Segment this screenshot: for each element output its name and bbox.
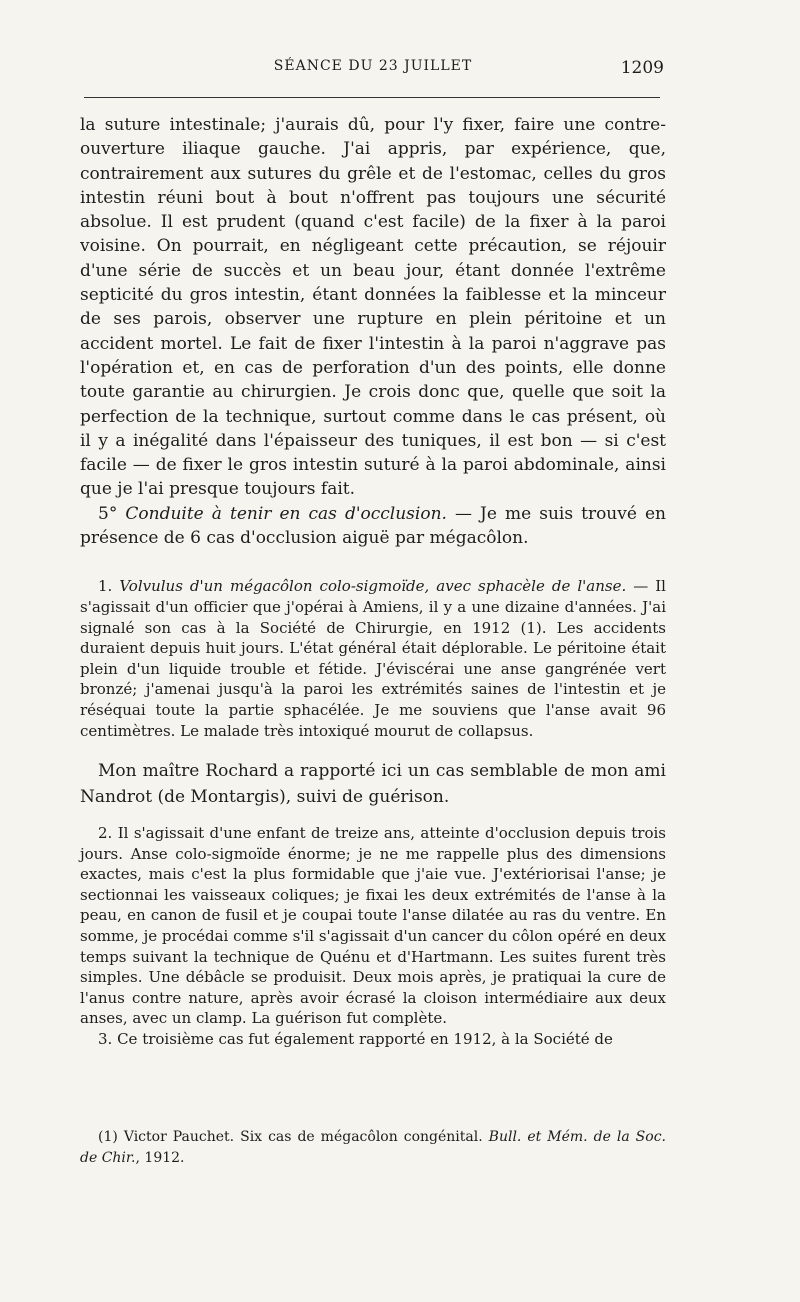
running-header	[80, 58, 666, 88]
section-5-number: 5°	[98, 503, 118, 524]
header-rule	[84, 97, 660, 98]
section-5-title: Conduite à tenir en cas d'occlusion.	[125, 503, 447, 524]
footnote-year: , 1912.	[135, 1150, 185, 1166]
main-text	[80, 113, 666, 1050]
section-5-paragraph	[80, 502, 666, 551]
footnote-text: (1) Victor Pauchet. Six cas de mégacôlon congénital.	[98, 1129, 489, 1145]
page-number: 1209	[620, 58, 664, 78]
middle-paragraph: Mon maître Rochard a rapporté ici un cas semblable de mon ami Nandrot (de Montargis), suivi de guérison.	[80, 761, 666, 808]
case-1-text: — Il s'agissait d'un officier que j'opérai à Amiens, il y a une dizaine d'années. J'ai signalé son cas à la Société de Chirurgie, en 1912 (1). Les accidents duraient depuis huit jours. L'état général était déplorable. Le péritoine était plein d'un liquide trouble et fétide. J'éviscérai une anse gangrénée vert bronzé; j'amenai jusqu'à la paroi les extrémités saines de l'intestin et je réséquai toute la partie sphacélée. Je me souviens que l'anse avait 96 centimètres. Le malade très intoxiqué mourut de collapsus.	[80, 577, 666, 740]
case-3: 3. Ce troisième cas fut également rapporté en 1912, à la Société de	[98, 1030, 613, 1049]
case-1	[80, 576, 666, 741]
case-2: 2. Il s'agissait d'une enfant de treize ans, atteinte d'occlusion depuis trois jours. Anse colo-sigmoïde énorme; je ne me rappelle plus des dimensions exactes, mais c'est la plus formidable que j'aie vue. J'extériorisai l'anse; je sectionnai les vaisseaux coliques; je fixai les deux extrémités de l'anse à la peau, en canon de fusil et je coupai toute l'anse dilatée au ras du ventre. En somme, je procédai comme s'il s'agissait d'un cancer du côlon opéré en deux temps suivant la technique de Quénu et d'Hartmann. Les suites furent très simples. Une débâcle se produisit. Deux mois après, je pratiquai la cure de l'anus contre nature, après avoir écrasé la cloison intermédiaire aux deux anses, avec un clamp. La guérison fut complète.	[80, 824, 666, 1028]
section-5-text: — Je me suis trouvé en présence de 6 cas d'occlusion aiguë par mégacôlon.	[80, 503, 666, 549]
case-1-title: Volvulus d'un mégacôlon colo-sigmoïde, avec sphacèle de l'anse.	[119, 577, 627, 596]
footnote	[80, 1127, 666, 1169]
case-2-and-3	[80, 823, 666, 1050]
footnote-source: Bull. et Mém. de la Soc. de Chir.	[80, 1129, 666, 1166]
case-1-number: 1.	[98, 577, 113, 596]
header-title: SÉANCE DU 23 JUILLET	[273, 58, 473, 74]
paragraph-1: la suture intestinale; j'aurais dû, pour l'y fixer, faire une contre-ouverture iliaque gauche. J'ai appris, par expérience, que, contrairement aux sutures du grêle et de l'estomac, celles du gros intestin réuni bout à bout n'offrent pas toujours une sécurité absolue. Il est prudent (quand c'est facile) de la fixer à la paroi voisine. On pourrait, en négligeant cette précaution, se réjouir d'une série de succès et un beau jour, étant donnée l'extrême septicité du gros intestin, étant données la faiblesse et la minceur de ses parois, observer une rupture en plein péritoine et un accident mortel. Le fait de fixer l'intestin à la paroi n'aggrave pas l'opération et, en cas de perforation d'un des points, elle donne toute garantie au chirurgien. Je crois donc que, quelle que soit la perfection de la technique, surtout comme dans le cas présent, où il y a inégalité dans l'épaisseur des tuniques, il est bon — si c'est facile — de fixer le gros intestin suturé à la paroi abdominale, ainsi que je l'ai presque toujours fait.	[80, 115, 666, 500]
